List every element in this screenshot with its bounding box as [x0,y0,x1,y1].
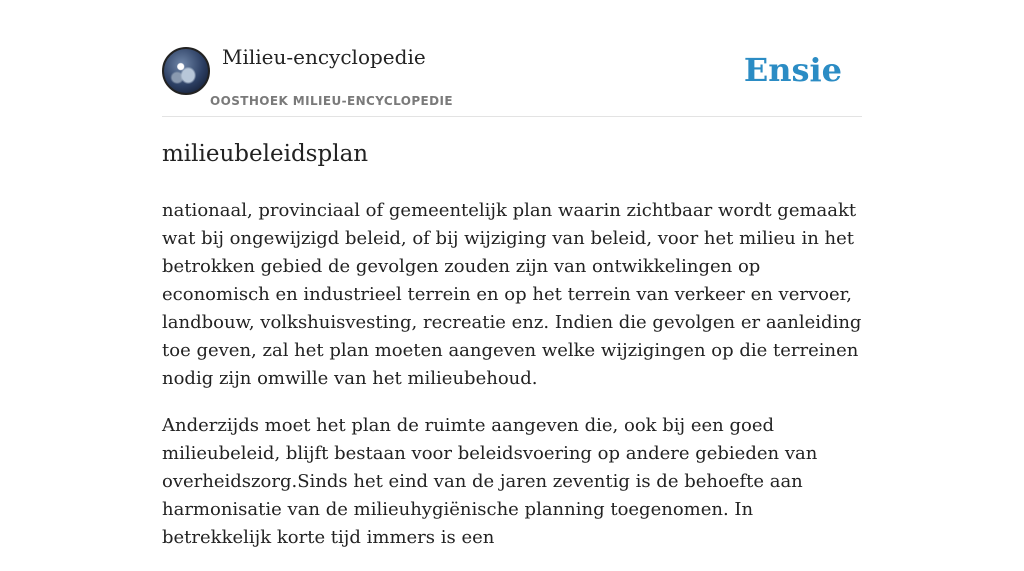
globe-icon[interactable] [162,47,210,95]
encyclopedia-subtitle[interactable]: OOSTHOEK MILIEU-ENCYCLOPEDIE [210,94,453,108]
article-paragraph: nationaal, provinciaal of gemeentelijk plan waarin zichtbaar wordt gemaakt wat bij ongewijzigd beleid, of bij wijziging van beleid, voor het milieu in het betrokken gebied de gevolgen zouden zijn van ontwikkelingen op economisch en industrieel terrein en op het terrein van verkeer en vervoer, landbouw, volkshuisvesting, recreatie enz. Indien die gevolgen er aanleiding toe geven, zal het plan moeten aangeven welke wijzigingen op die terreinen nodig zijn omwille van het milieubehoud. [162,200,862,389]
brand-logo-link[interactable]: Ensie [743,51,842,89]
site-name[interactable]: Milieu-encyclopedie [222,45,426,69]
site-header [162,40,862,117]
article-paragraph: Anderzijds moet het plan de ruimte aangeven die, ook bij een goed milieubeleid, blijft bestaan voor beleidsvoering op andere gebieden van overheidszorg.Sinds het eind van de jaren zeventig is de behoefte aan harmonisatie van de milieuhygiënische planning toegenomen. In betrekkelijk korte tijd immers is een [162,415,818,548]
article [162,136,862,571]
article-title: milieubeleidsplan [162,141,369,167]
